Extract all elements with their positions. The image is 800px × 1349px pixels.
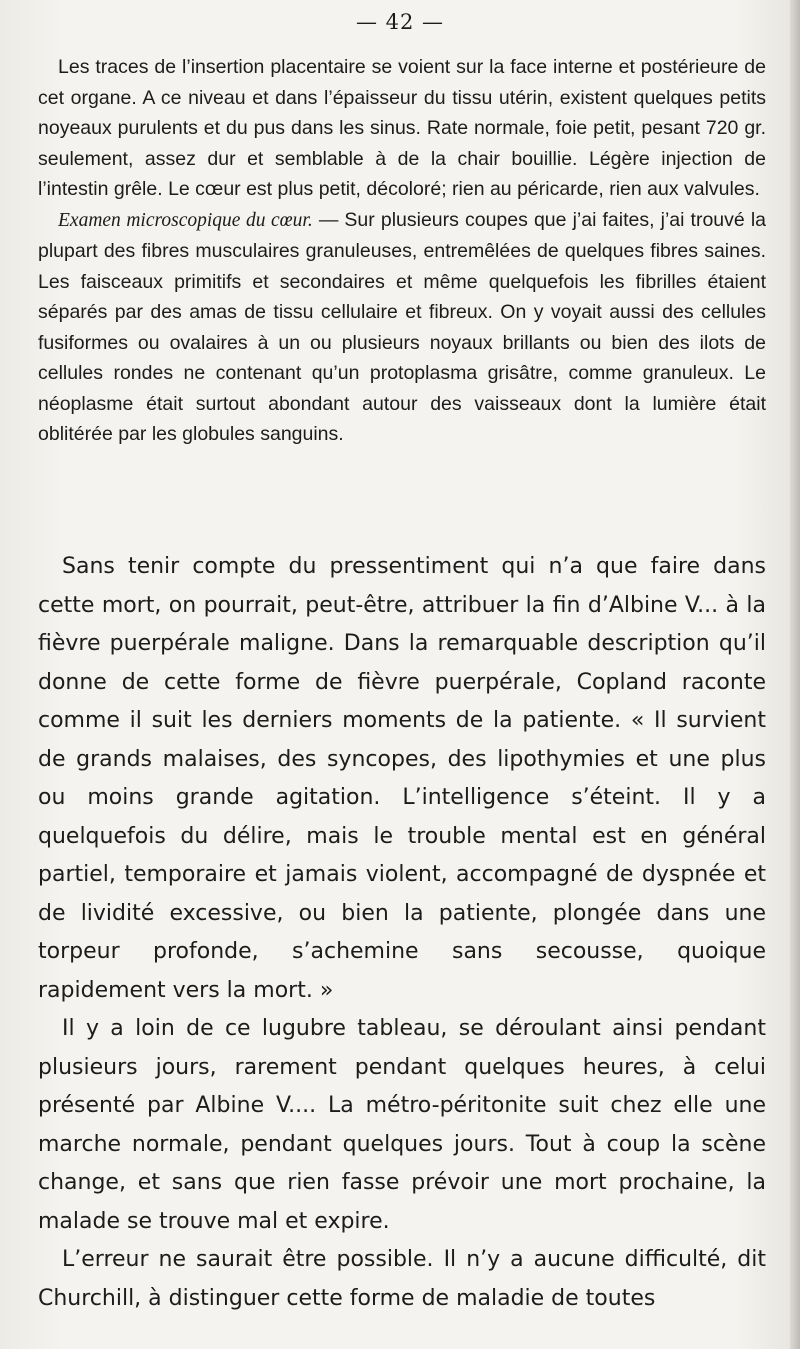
paragraph-error-impossible-text: L’erreur ne saurait être possible. Il n’y a aucune difficulté, dit Churchill, à distinguer cette forme de maladie de toutes <box>38 1247 766 1311</box>
paragraph-autopsy <box>38 52 766 205</box>
paragraph-puerperal-fever-text: Sans tenir compte du pressentiment qui n’a que faire dans cette mort, on pourrait, peut-être, attribuer la fin d’Albine V... à la fièvre puerpérale maligne. Dans la remarquable description qu’il donne de cette forme de fièvre puerpérale, Copland raconte comme il suit les derniers moments de la patiente. « Il survient de grands malaises, des syncopes, des lipothymies et une plus ou moins grande agitation. L’intelligence s’éteint. Il y a quelquefois du délire, mais le trouble mental est en général partiel, temporaire et jamais violent, accompagné de dyspnée et de lividité excessive, ou bien la patiente, plongée dans une torpeur profonde, s’achemine sans secousse, quoique rapidement vers la mort. » <box>38 554 766 1003</box>
paragraph-microscopic-exam <box>38 205 766 450</box>
page-number: — 42 — <box>355 10 445 34</box>
page-edge-shadow <box>790 0 800 1349</box>
paragraph-lugubrious-tableau <box>38 1010 766 1241</box>
microscopic-exam-heading: Examen microscopique du cœur. <box>58 209 313 231</box>
paragraph-error-impossible <box>38 1241 766 1318</box>
discussion-block <box>38 548 766 1318</box>
paragraph-lugubrious-tableau-text: Il y a loin de ce lugubre tableau, se déroulant ainsi pendant plusieurs jours, rarement pendant quelques heures, à celui présenté par Albine V.... La métro-péritonite suit chez elle une marche normale, pendant quelques jours. Tout à coup la scène change, et sans que rien fasse prévoir une mort prochaine, la malade se trouve mal et expire. <box>38 1016 766 1234</box>
autopsy-notes-block <box>38 52 766 450</box>
paragraph-microscopic-exam-text: — Sur plusieurs coupes que j’ai faites, j’ai trouvé la plupart des fibres musculaires granuleuses, entremêlées de quelques fibres saines. Les faisceaux primitifs et secondaires et même quelquefois les fibrilles étaient séparés par des amas de tissu cellulaire et fibreux. On y voyait aussi des cellules fusiformes ou ovalaires à un ou plusieurs noyaux brillants ou bien des ilots de cellules rondes ne contenant qu’un protoplasma grisâtre, comme granuleux. Le néoplasme était surtout abondant autour des vaisseaux dont la lumière était oblitérée par les globules sanguins. <box>38 208 767 445</box>
paragraph-puerperal-fever <box>38 548 766 1010</box>
paragraph-autopsy-text: Les traces de l’insertion placentaire se voient sur la face interne et postérieure de cet organe. A ce niveau et dans l’épaisseur du tissu utérin, existent quelques petits noyeaux purulents et du pus dans les sinus. Rate normale, foie petit, pesant 720 gr. seulement, assez dur et semblable à de la chair bouillie. Légère injection de l’intestin grêle. Le cœur est plus petit, décoloré; rien au péricarde, rien aux valvules. <box>38 56 766 200</box>
